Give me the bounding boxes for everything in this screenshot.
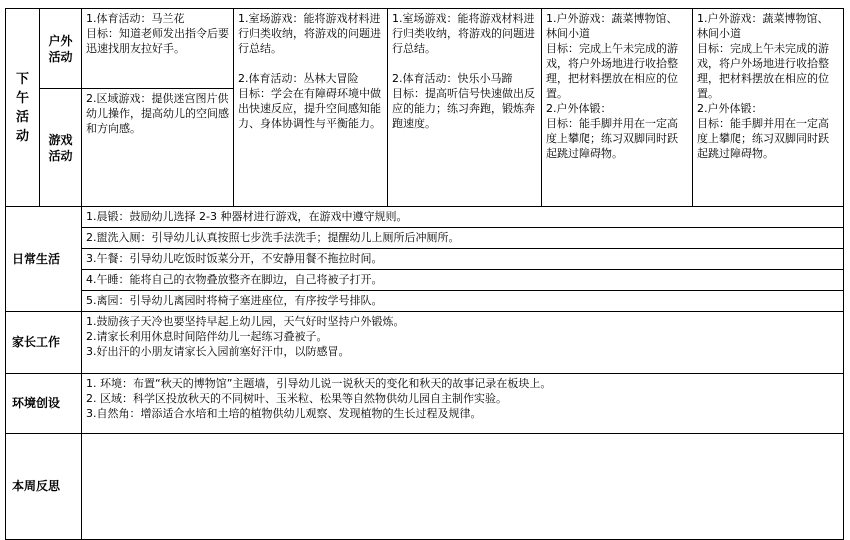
list-item: 2.盥洗入厕：引导幼儿认真按照七步洗手法洗手；提醒幼儿上厕所后冲厕所。 bbox=[82, 228, 843, 249]
weekly-reflection-label: 本周反思 bbox=[6, 434, 82, 540]
afternoon-col4: 1.户外游戏：蔬菜博物馆、林间小道 目标：完成上午未完成的游戏，将户外场地进行收拾整理，把材料摆放在相应的位置。 2.户外体锻： 目标：能手脚并用在一定高度上攀爬；练习双脚同时跃起跳过障碍物。 bbox=[542, 9, 693, 207]
daily-life-content bbox=[82, 207, 844, 312]
list-item: 2.请家长利用休息时间陪伴幼儿一起练习叠被子。 bbox=[86, 330, 328, 343]
game-activity-label: 游戏活动 bbox=[40, 89, 82, 207]
list-item: 1.晨锻：鼓励幼儿选择 2-3 种器材进行游戏，在游戏中遵守规则。 bbox=[82, 207, 843, 228]
afternoon-col5: 1.户外游戏：蔬菜博物馆、林间小道 目标：完成上午未完成的游戏，将户外场地进行收拾整理，把材料摆放在相应的位置。 2.户外体锻： 目标：能手脚并用在一定高度上攀爬；练习双脚同时跃起跳过障碍物。 bbox=[693, 9, 844, 207]
list-item: 1. 环境：布置“秋天的博物馆”主题墙，引导幼儿说一说秋天的变化和秋天的故事记录在板块上。 bbox=[86, 377, 552, 390]
daily-life-label: 日常生活 bbox=[6, 207, 82, 312]
parents-work-label: 家长工作 bbox=[6, 312, 82, 374]
afternoon-col1-outdoor: 1.体育活动：马兰花 目标：知道老师发出指令后要迅速找朋友拉好手。 bbox=[82, 9, 234, 89]
list-item: 3.自然角：增添适合水培和土培的植物供幼儿观察、发现植物的生长过程及规律。 bbox=[86, 407, 482, 420]
weekly-plan-table-frame bbox=[5, 8, 843, 540]
parents-work-content bbox=[82, 312, 844, 374]
environment-label: 环境创设 bbox=[6, 374, 82, 434]
weekly-reflection-content[interactable] bbox=[82, 434, 844, 540]
list-item: 5.离园：引导幼儿离园时将椅子塞进座位，有序按学号排队。 bbox=[86, 294, 383, 307]
weekly-plan-table bbox=[5, 8, 844, 540]
afternoon-col3: 1.室场游戏：能将游戏材料进行归类收纳，将游戏的问题进行总结。 2.体育活动：快乐小马蹄 目标：提高听信号快速做出反应的能力；练习奔跑，锻炼奔跑速度。 bbox=[388, 9, 542, 207]
list-item: 2. 区域：科学区投放秋天的不同树叶、玉米粒、松果等自然物供幼儿园自主制作实验。 bbox=[86, 392, 507, 405]
afternoon-col1-game: 2.区域游戏：提供迷宫图片供幼儿操作，提高幼儿的空间感和方向感。 bbox=[82, 89, 234, 207]
list-item: 3.午餐：引导幼儿吃饭时饭菜分开，不安静用餐不拖拉时间。 bbox=[82, 249, 843, 270]
afternoon-col2: 1.室场游戏：能将游戏材料进行归类收纳，将游戏的问题进行总结。 2.体育活动：丛林大冒险 目标：学会在有障碍环境中做出快速反应，提升空间感知能力、身体协调性与平衡能力。 bbox=[234, 9, 388, 207]
afternoon-activity-label: 下午活动 bbox=[6, 9, 40, 207]
list-item: 4.午睡：能将自己的衣物叠放整齐在脚边，自己将被子打开。 bbox=[82, 270, 843, 291]
environment-content bbox=[82, 374, 844, 434]
outdoor-activity-label: 户外活动 bbox=[40, 9, 82, 89]
list-item: 1.鼓励孩子天冷也要坚持早起上幼儿园，天气好时坚持户外锻炼。 bbox=[86, 315, 405, 328]
list-item: 3.好出汗的小朋友请家长入园前塞好汗巾，以防感冒。 bbox=[86, 345, 350, 358]
